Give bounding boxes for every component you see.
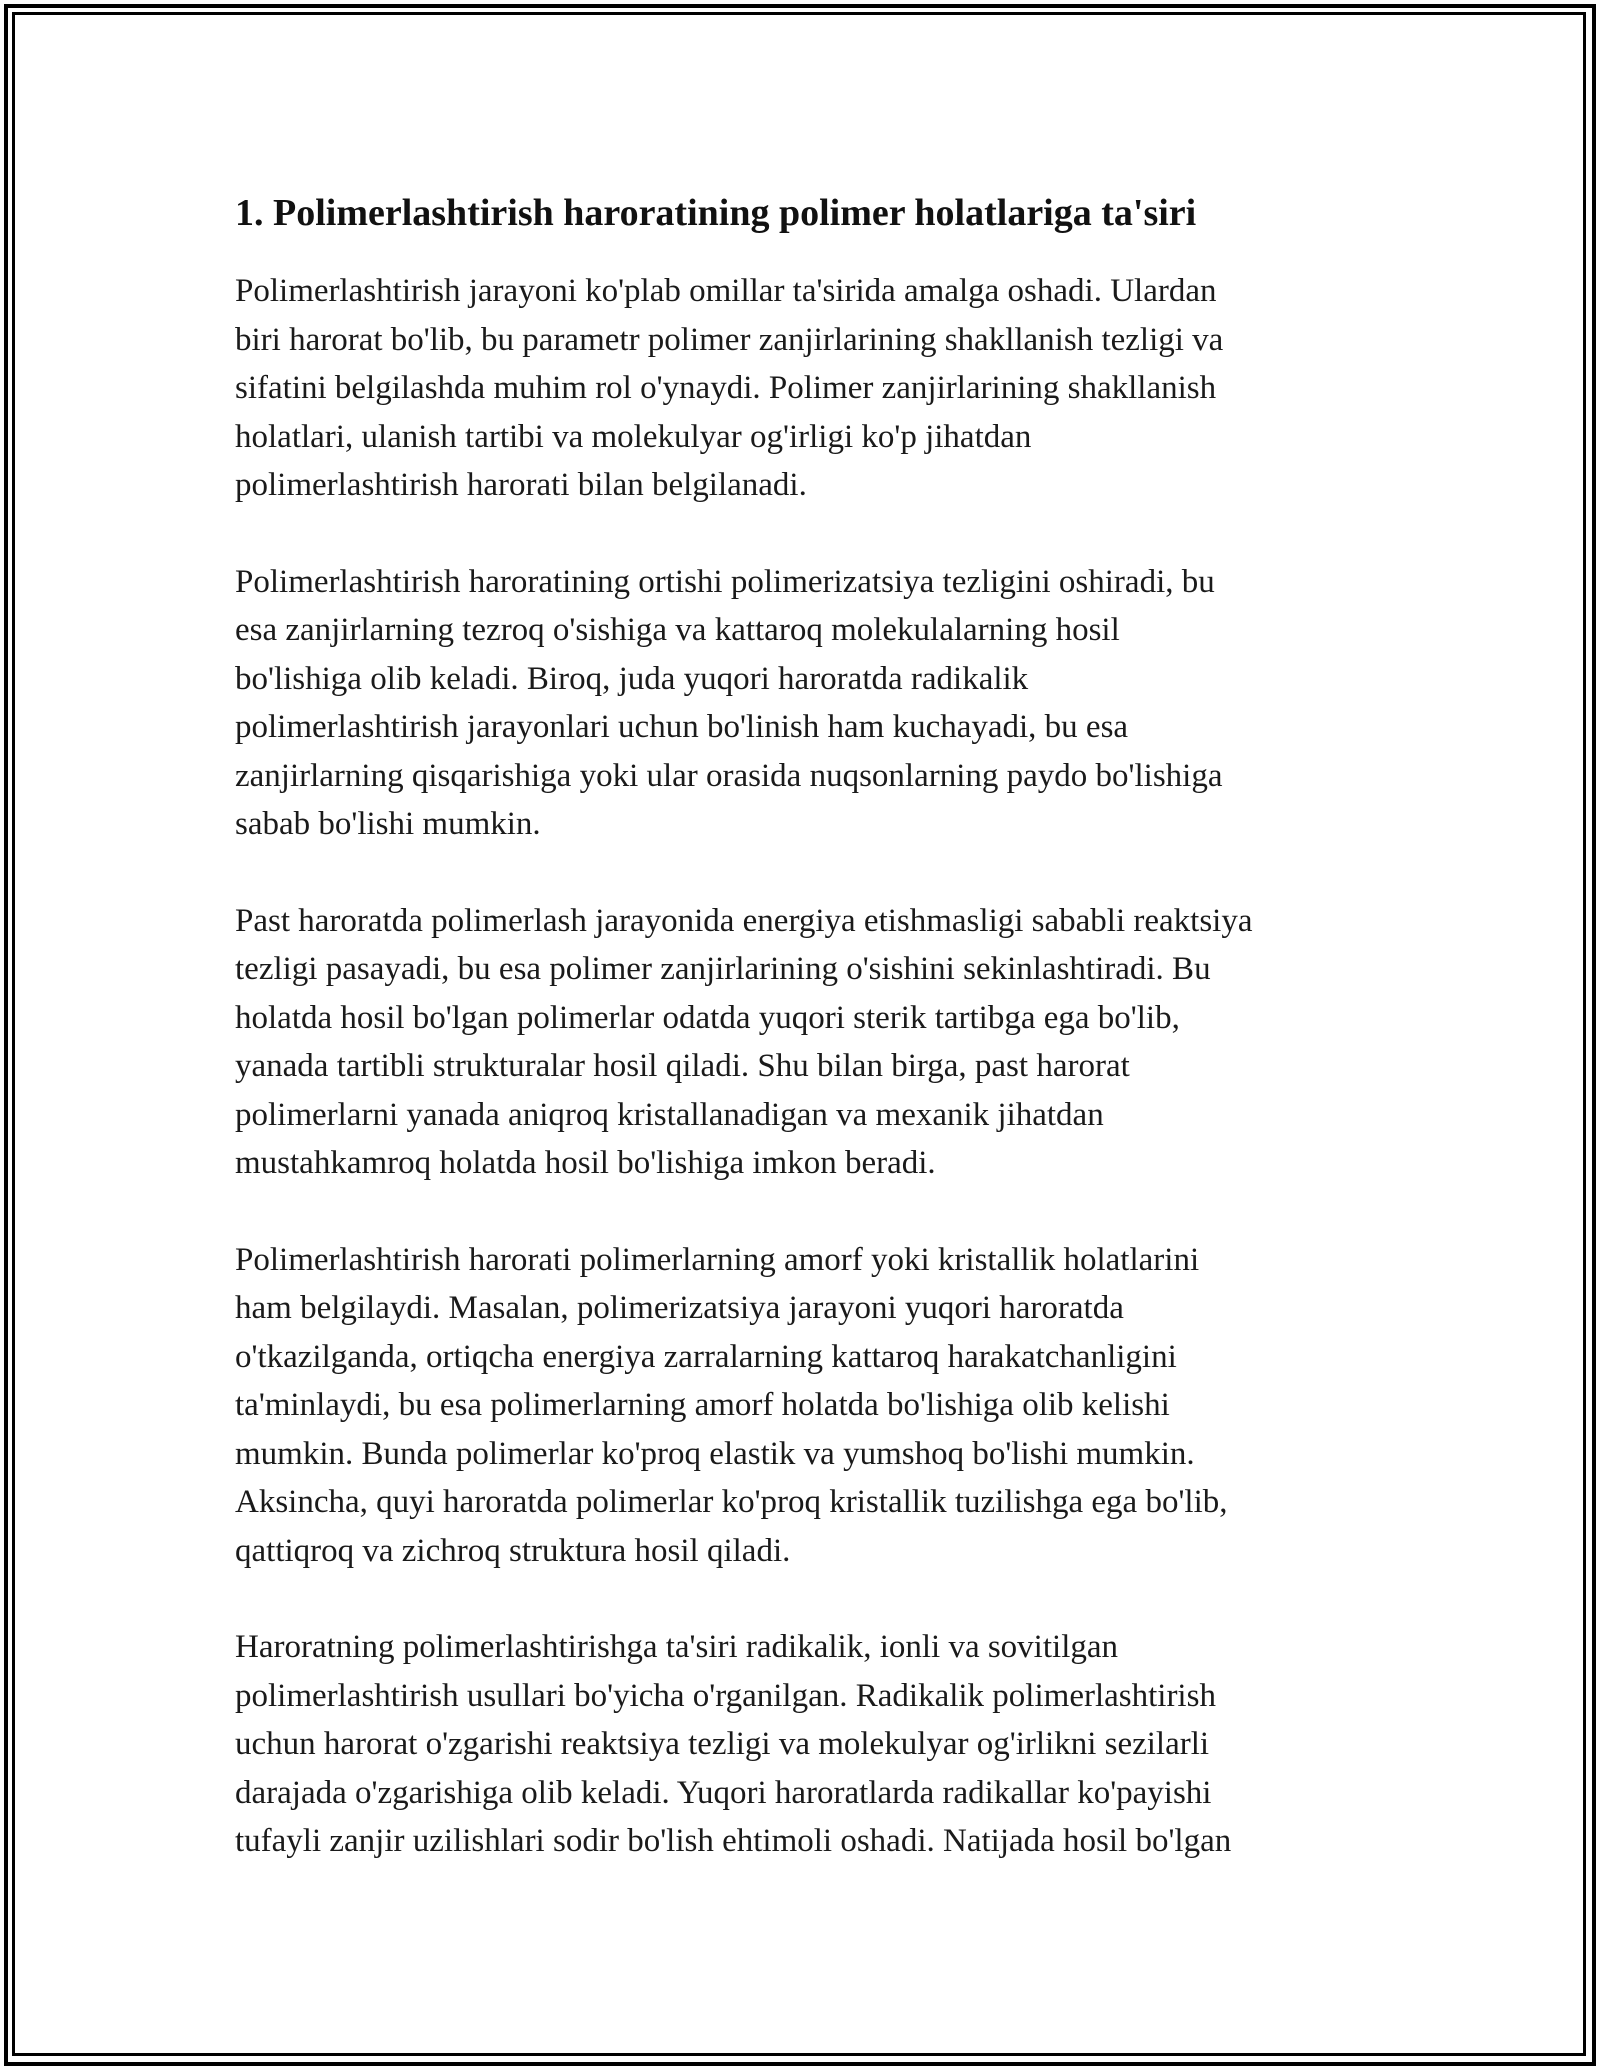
paragraph-line: yanada tartibli strukturalar hosil qiladi. Shu bilan birga, past harorat — [235, 1048, 1130, 1084]
paragraph-line: polimerlashtirish harorati bilan belgilanadi. — [235, 467, 807, 503]
paragraph-line: ham belgilaydi. Masalan, polimerizatsiya jarayoni yuqori haroratda — [235, 1290, 1124, 1326]
body-paragraph — [235, 897, 1395, 1188]
paragraph-line: tezligi pasayadi, bu esa polimer zanjirlarining o'sishini sekinlashtiradi. Bu — [235, 951, 1211, 987]
paragraph-line: zanjirlarning qisqarishiga yoki ular orasida nuqsonlarning paydo bo'lishiga — [235, 757, 1223, 794]
paragraph-line: Polimerlashtirish haroratining ortishi polimerizatsiya tezligini oshiradi, bu — [235, 563, 1215, 600]
paragraph-line: sifatini belgilashda muhim rol o'ynaydi. Polimer zanjirlarining shakllanish — [235, 370, 1217, 406]
paragraph-line: uchun harorat o'zgarishi reaktsiya tezligi va molekulyar og'irlikni sezilarli — [235, 1726, 1210, 1762]
section-heading: 1. Polimerlashtirish haroratining polimer holatlariga ta'siri — [235, 192, 1197, 234]
paragraph-line: qattiqroq va zichroq struktura hosil qiladi. — [235, 1532, 791, 1569]
paragraph-line: Aksincha, quyi haroratda polimerlar ko'proq kristallik tuzilishga ega bo'lib, — [235, 1484, 1228, 1520]
paragraph-line: polimerlashtirish jarayonlari uchun bo'linish ham kuchayadi, bu esa — [235, 709, 1129, 745]
paragraph-line: Haroratning polimerlashtirishga ta'siri radikalik, ionli va sovitilgan — [235, 1629, 1119, 1665]
paragraph-line: holatlari, ulanish tartibi va molekulyar og'irligi ko'p jihatdan — [235, 418, 1032, 455]
paragraph-line: sabab bo'lishi mumkin. — [235, 806, 541, 842]
paragraph-line: tufayli zanjir uzilishlari sodir bo'lish ehtimoli oshadi. Natijada hosil bo'lgan — [235, 1823, 1232, 1859]
document-body — [235, 185, 1395, 1914]
body-paragraph — [235, 1236, 1395, 1576]
paragraph-line: holatda hosil bo'lgan polimerlar odatda yuqori sterik tartibga ega bo'lib, — [235, 999, 1180, 1036]
paragraph-line: polimerlashtirish usullari bo'yicha o'rganilgan. Radikalik polimerlashtirish — [235, 1677, 1216, 1714]
paragraph-line: darajada o'zgarishiga olib keladi. Yuqori haroratlarda radikallar ko'payishi — [235, 1774, 1212, 1811]
paragraph-line: mumkin. Bunda polimerlar ko'proq elastik va yumshoq bo'lishi mumkin. — [235, 1435, 1195, 1472]
paragraph-line: Polimerlashtirish harorati polimerlarning amorf yoki kristallik holatlarini — [235, 1241, 1200, 1278]
body-paragraph — [235, 558, 1395, 849]
paragraph-line: Polimerlashtirish jarayoni ko'plab omillar ta'sirida amalga oshadi. Ulardan — [235, 273, 1217, 309]
paragraph-line: esa zanjirlarning tezroq o'sishiga va kattaroq molekulalarning hosil — [235, 612, 1120, 648]
paragraph-line: biri harorat bo'lib, bu parametr polimer zanjirlarining shakllanish tezligi va — [235, 321, 1224, 358]
body-paragraph — [235, 267, 1395, 510]
paragraph-line: Past haroratda polimerlash jarayonida energiya etishmasligi sababli reaktsiya — [235, 902, 1253, 939]
body-paragraph — [235, 1623, 1395, 1866]
paragraph-line: bo'lishiga olib keladi. Biroq, juda yuqori haroratda radikalik — [235, 660, 1029, 697]
paragraph-line: polimerlarni yanada aniqroq kristallanadigan va mexanik jihatdan — [235, 1096, 1104, 1133]
paragraph-line: mustahkamroq holatda hosil bo'lishiga imkon beradi. — [235, 1145, 936, 1181]
paragraph-line: o'tkazilganda, ortiqcha energiya zarralarning kattaroq harakatchanligini — [235, 1338, 1177, 1375]
paragraph-list — [235, 267, 1395, 1866]
paragraph-line: ta'minlaydi, bu esa polimerlarning amorf holatda bo'lishiga olib kelishi — [235, 1387, 1170, 1423]
